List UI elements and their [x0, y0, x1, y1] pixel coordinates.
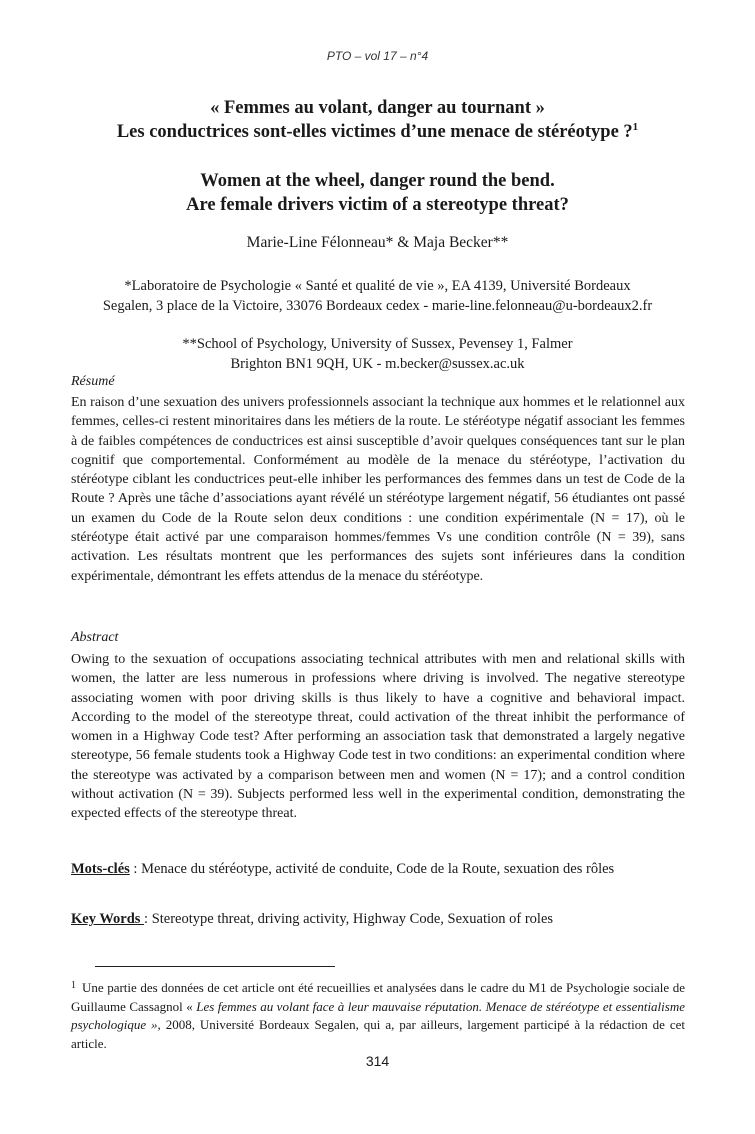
mots-cles — [71, 860, 685, 880]
footnote-italic-title: Les femmes au volant face à leur mauvaise réputation. Menace de stéréotype et essentialisme psychologique », — [71, 998, 685, 1032]
footnote-text-after: 2008, Université Bordeaux Segalen, qui a, par ailleurs, largement participé à la rédaction de cet article. — [71, 1017, 685, 1051]
resume-text: En raison d’une sexuation des univers professionnels associant la technique aux hommes et le relationnel aux femmes, celles-ci restent minoritaires dans les métiers de la route. Le stéréotype négatif associant les femmes à de faibles compétences de conductrices est ainsi susceptible d’avoir quelques conséquences tant sur le plan cognitif que comportemental. Conformément au modèle de la menace du stéréotype, l’activation du stéréotype ciblant les conductrices peut-elle inhiber les performances des femmes dans un test de Code de la Route ? Après une tâche d’associations ayant révélé un stéréotype largement négatif, 56 étudiantes ont passé un examen du Code de la Route selon deux conditions : une condition expérimentale (N = 17), où le stéréotype était activé par une comparaison hommes/femmes Vs une condition contrôle (N = 39), sans activation. Les résultats montrent que les performances des sujets sont inférieures dans la condition expérimentale, démontrant les effets attendus de la menace du stéréotype. — [71, 395, 685, 584]
abstract-text: Owing to the sexuation of occupations associating technical attributes with men and relational skills with women, the latter are less numerous in professions where driving is involved. The negative stereotype associating women with poor driving skills is thus likely to have a cognitive and behavioral impact. According to the model of the stereotype threat, could activation of the threat inhibit the performance of women in a Highway Code test? After performing an association task that demonstrated a largely negative stereotype, 56 female students took a Highway Code test in two conditions: an experimental condition where the stereotype was activated by a comparison between men and women (N = 17); and a control condition without activation (N = 39). Subjects performed less well in the experimental condition, demonstrating the expected effects of the stereotype threat. — [71, 652, 685, 822]
title-english-line1: Women at the wheel, danger round the bend. — [200, 171, 555, 191]
title-english-line2: Are female drivers victim of a stereotype threat? — [186, 195, 569, 215]
title-french-line1: « Femmes au volant, danger au tournant » — [210, 98, 545, 118]
title-french-line2 — [0, 120, 755, 144]
footnote-marker: 1 — [71, 980, 76, 991]
abstract-label: Abstract — [71, 630, 119, 645]
key-words-separator: : — [144, 911, 152, 927]
affiliation-2-line1: **School of Psychology, University of Sussex, Pevensey 1, Falmer — [182, 336, 573, 352]
affiliation-1-line1: *Laboratoire de Psychologie « Santé et qualité de vie », EA 4139, Université Bordeaux — [124, 278, 631, 294]
footnote-divider — [95, 966, 335, 967]
running-header: PTO – vol 17 – n°4 — [326, 49, 429, 63]
affiliation-2 — [40, 334, 715, 374]
resume-label: Résumé — [71, 374, 115, 389]
title-french — [0, 96, 755, 144]
authors: Marie-Line Félonneau* & Maja Becker** — [246, 234, 509, 251]
mots-cles-separator: : — [129, 861, 142, 877]
title-french-line2-text: Les conductrices sont-elles victimes d’une menace de stéréotype ? — [116, 122, 633, 142]
affiliation-2-line2: Brighton BN1 9QH, UK - m.becker@sussex.ac.uk — [230, 356, 525, 372]
key-words-text: Stereotype threat, driving activity, Highway Code, Sexuation of roles — [151, 911, 554, 927]
key-words — [71, 910, 685, 930]
affiliation-1 — [40, 276, 715, 316]
key-words-label: Key Words — [71, 911, 145, 927]
affiliation-1-line2: Segalen, 3 place de la Victoire, 33076 Bordeaux cedex - marie-line.felonneau@u-bordeaux2.fr — [102, 298, 653, 314]
footnote — [71, 979, 685, 1053]
footnote-text-before: Une partie des données de cet article ont été recueillies et analysées dans le cadre du M1 de Psychologie sociale de Guillaume Cassagnol « — [71, 980, 685, 1014]
title-footnote-ref[interactable]: 1 — [632, 121, 639, 133]
title-english — [0, 169, 755, 217]
mots-cles-label: Mots-clés — [71, 861, 130, 877]
mots-cles-text: Menace du stéréotype, activité de conduite, Code de la Route, sexuation des rôles — [141, 861, 615, 877]
page-number: 314 — [365, 1053, 390, 1069]
